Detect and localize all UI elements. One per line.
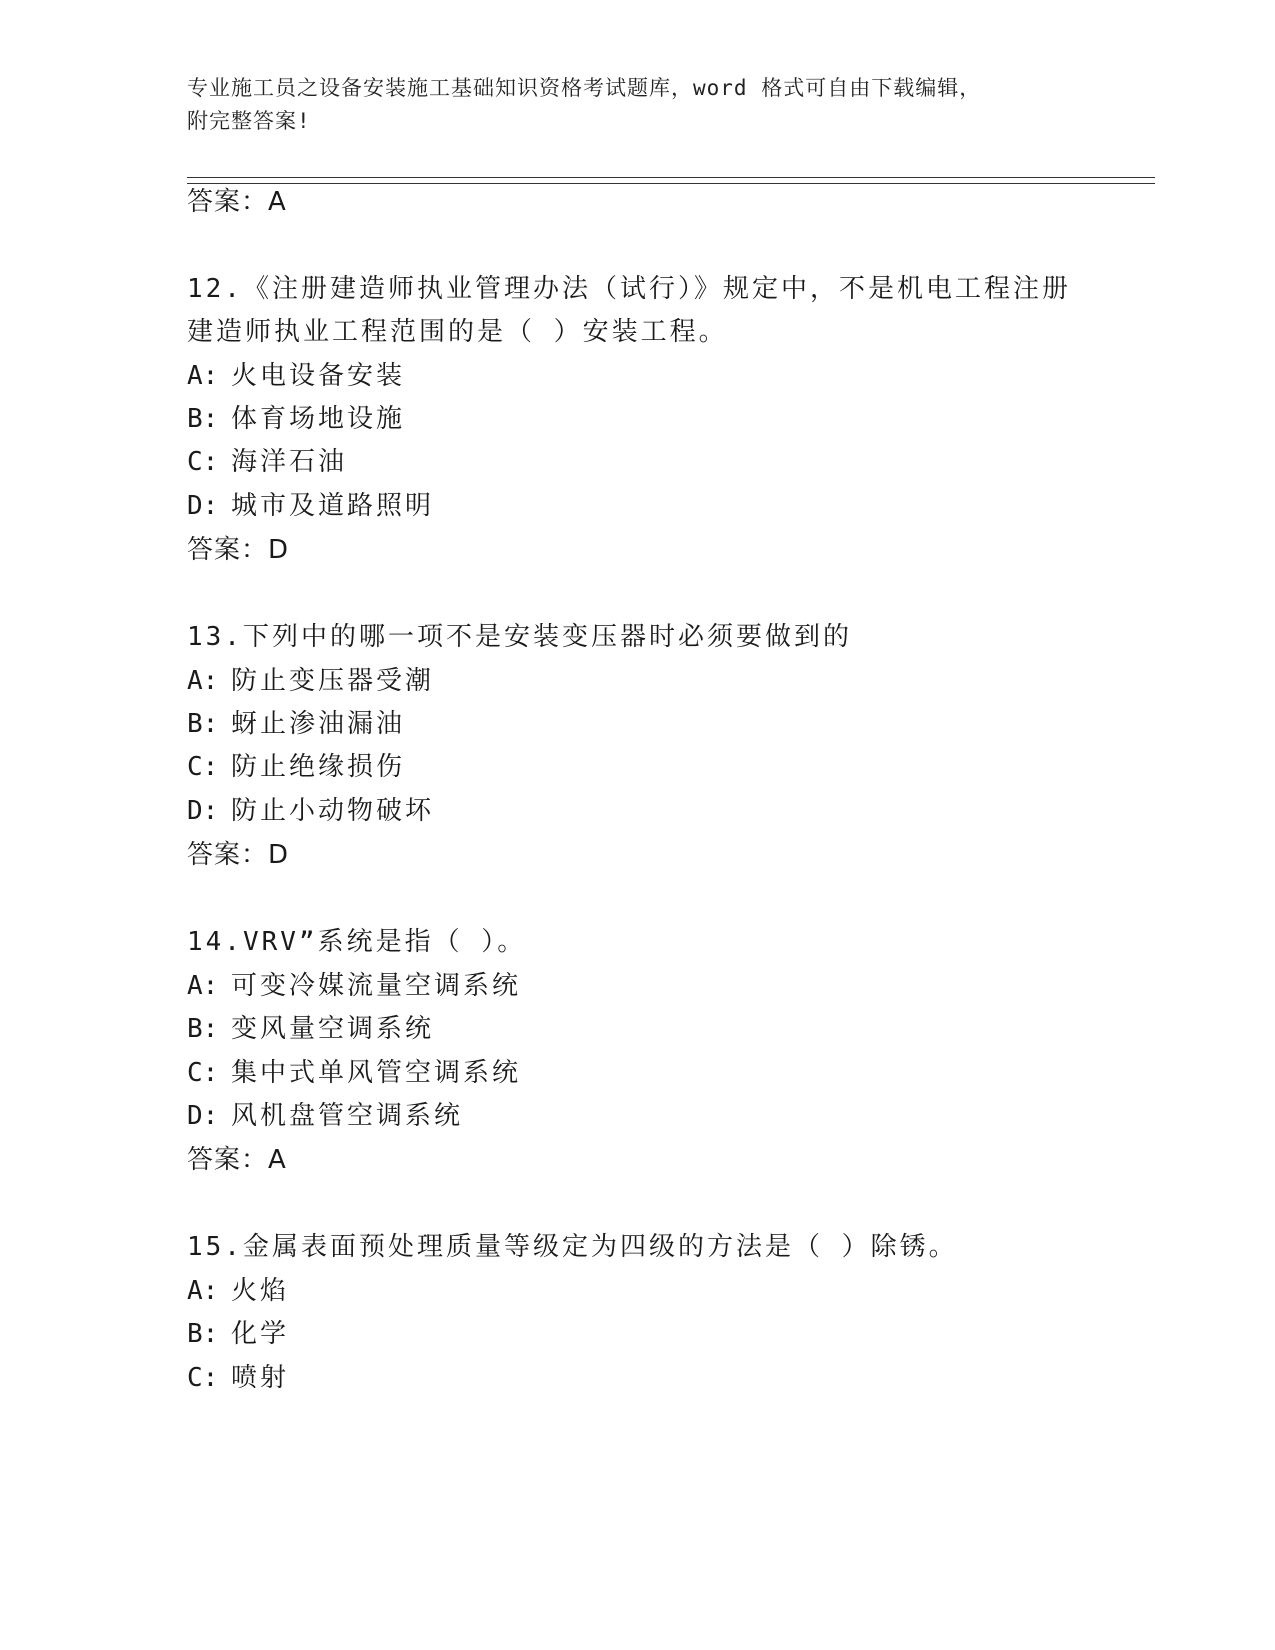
question-14-option-d xyxy=(187,1098,463,1134)
option-text: 防止变压器受潮 xyxy=(231,666,435,696)
question-13-option-b xyxy=(187,706,405,742)
answer-13: 答案：D xyxy=(187,840,290,870)
option-text: 防止绝缘损伤 xyxy=(231,752,406,782)
question-15-option-c xyxy=(187,1360,289,1396)
question-15-option-a xyxy=(187,1273,289,1309)
question-12-option-d xyxy=(187,488,434,524)
option-key: A: xyxy=(187,1276,219,1306)
option-text: 火电设备安装 xyxy=(231,361,406,391)
question-13-stem: 13.下列中的哪一项不是安装变压器时必须要做到的 xyxy=(187,622,852,652)
option-text: 风机盘管空调系统 xyxy=(231,1101,464,1131)
option-key: C: xyxy=(187,752,219,782)
question-13-option-c xyxy=(187,749,405,785)
header-rule-top xyxy=(187,177,1155,178)
option-key: C: xyxy=(187,1058,219,1088)
option-key: A: xyxy=(187,971,219,1001)
question-14-stem: 14.VRV”系统是指（ ）。 xyxy=(187,927,527,957)
option-text: 火焰 xyxy=(231,1276,290,1306)
option-text: 城市及道路照明 xyxy=(231,491,435,521)
answer-14: 答案：A xyxy=(187,1145,287,1175)
question-12-option-c xyxy=(187,444,347,480)
option-key: D: xyxy=(187,491,219,521)
option-text: 蚜止渗油漏油 xyxy=(231,709,406,739)
question-12-stem-line-1: 12.《注册建造师执业管理办法（试行）》规定中，不是机电工程注册 xyxy=(187,274,1071,304)
question-15-option-b xyxy=(187,1316,289,1352)
question-15-stem: 15.金属表面预处理质量等级定为四级的方法是（ ）除锈。 xyxy=(187,1232,958,1262)
option-key: C: xyxy=(187,1363,219,1393)
option-key: D: xyxy=(187,796,219,826)
option-text: 防止小动物破坏 xyxy=(231,796,435,826)
option-key: B: xyxy=(187,1014,219,1044)
option-text: 海洋石油 xyxy=(231,447,348,477)
question-12-stem-line-2: 建造师执业工程范围的是（ ）安装工程。 xyxy=(187,317,728,347)
option-key: B: xyxy=(187,709,219,739)
option-key: C: xyxy=(187,447,219,477)
question-12-option-a xyxy=(187,358,405,394)
header-line-2: 附完整答案! xyxy=(187,109,311,133)
option-key: B: xyxy=(187,1319,219,1349)
header-line-1: 专业施工员之设备安装施工基础知识资格考试题库，word 格式可自由下载编辑， xyxy=(187,76,982,100)
option-key: B: xyxy=(187,404,219,434)
option-key: A: xyxy=(187,361,219,391)
option-text: 体育场地设施 xyxy=(231,404,406,434)
question-14-option-a xyxy=(187,968,521,1004)
question-13-option-d xyxy=(187,793,434,829)
question-12-option-b xyxy=(187,401,405,437)
question-14-option-b xyxy=(187,1011,434,1047)
option-key: A: xyxy=(187,666,219,696)
question-14-option-c xyxy=(187,1055,521,1091)
option-key: D: xyxy=(187,1101,219,1131)
option-text: 集中式单风管空调系统 xyxy=(231,1058,522,1088)
header-rule-bottom xyxy=(187,183,1155,184)
option-text: 可变冷媒流量空调系统 xyxy=(231,971,522,1001)
option-text: 化学 xyxy=(231,1319,290,1349)
answer-12: 答案：D xyxy=(187,535,290,565)
option-text: 变风量空调系统 xyxy=(231,1014,435,1044)
option-text: 喷射 xyxy=(231,1363,290,1393)
question-13-option-a xyxy=(187,663,434,699)
answer-11: 答案：A xyxy=(187,187,287,217)
document-header xyxy=(187,72,1087,138)
